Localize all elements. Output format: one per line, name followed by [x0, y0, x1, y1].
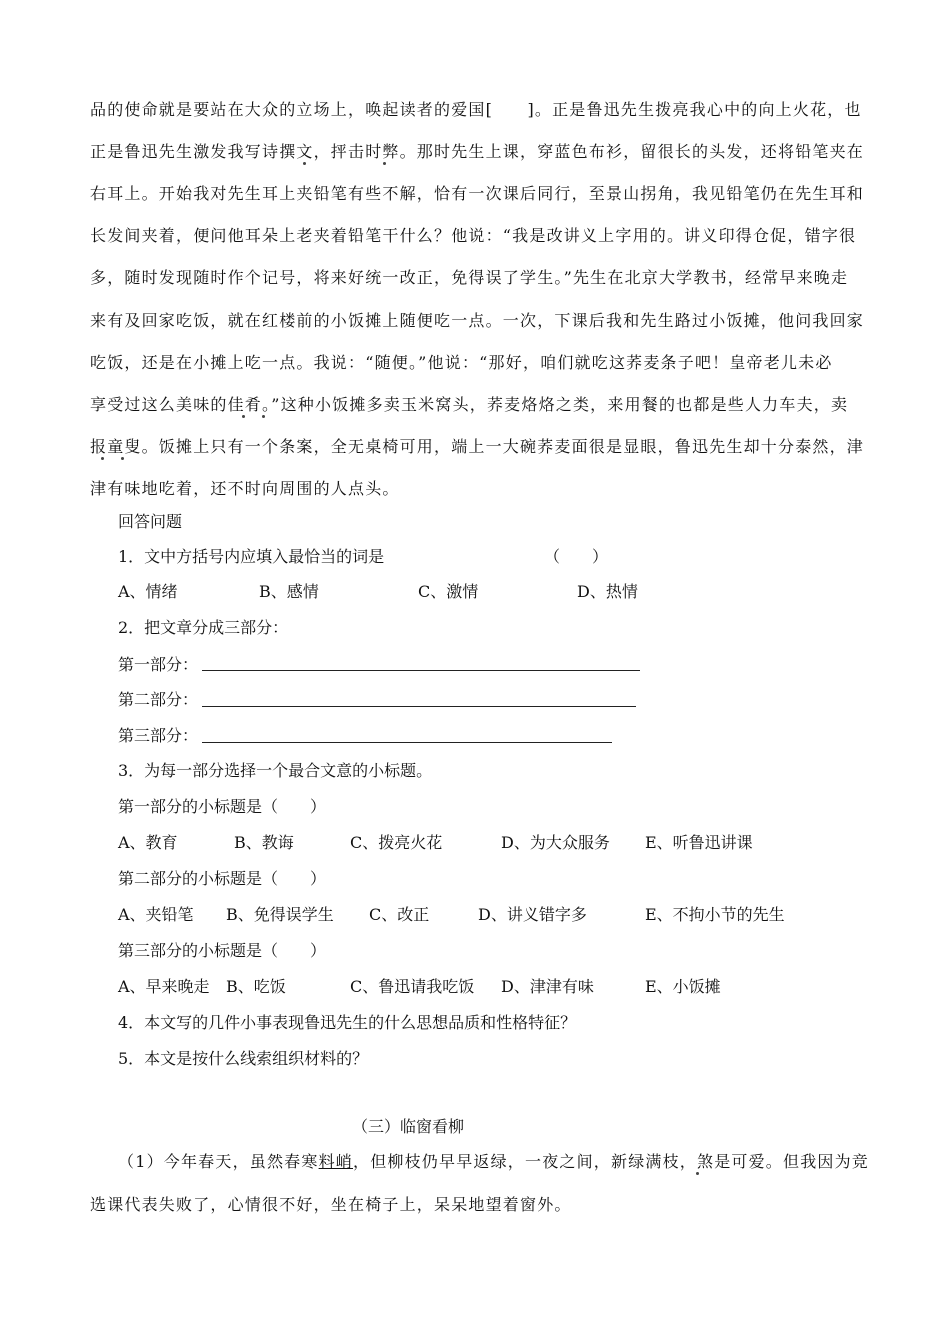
emphasis-dot	[101, 457, 104, 460]
passage-line: 品的使命就是要站在大众的立场上，唤起读者的爱国[ ]。正是鲁迅先生拨亮我心中的向上火花，也	[90, 100, 862, 119]
option: B、吃饭	[226, 977, 286, 996]
option: E、不拘小节的先生	[645, 905, 785, 924]
emphasis-dot	[383, 162, 386, 165]
subtitle-question: 第三部分的小标题是（ ）	[118, 941, 327, 960]
passage-line: 来有及回家吃饭，就在红楼前的小饭摊上随便吃一点。一次，下课后我和先生路过小饭摊，他问我回家	[90, 311, 865, 330]
option: B、免得误学生	[226, 905, 334, 924]
section-title: （三）临窗看柳	[352, 1117, 465, 1136]
question-5: 5．本文是按什么线索组织材料的？	[118, 1049, 369, 1068]
option: C、拨亮火花	[350, 833, 443, 852]
option: C、激情	[418, 582, 479, 601]
passage-line: 吃饭，还是在小摊上吃一点。我说：“随便。”他说：“那好，咱们就吃这荞麦条子吧！皇帝老儿未必	[90, 353, 833, 372]
option: B、感情	[259, 582, 319, 601]
option: A、情绪	[118, 582, 178, 601]
option: A、教育	[118, 833, 178, 852]
passage-line: 右耳上。开始我对先生耳上夹铅笔有些不解，恰有一次课后同行，至景山拐角，我见铅笔仍在先生耳和	[90, 184, 865, 203]
part-label: 第三部分：	[118, 726, 199, 745]
passage-line: 报童叟。饭摊上只有一个条案，全无桌椅可用，端上一大碗荞麦面很是显眼，鲁迅先生却十分泰然，津	[90, 437, 865, 456]
passage-line: 正是鲁迅先生激发我写诗撰文，抨击时弊。那时先生上课，穿蓝色布衫，留很长的头发，还将铅笔夹在	[90, 142, 865, 161]
passage-line: 享受过这么美味的佳肴。”这种小饭摊多卖玉米窝头，荞麦烙烙之类，来用餐的也都是些人力车夫，卖	[90, 395, 849, 414]
option: D、津津有味	[501, 977, 594, 996]
option: E、听鲁迅讲课	[645, 833, 753, 852]
question-3: 3．为每一部分选择一个最合文意的小标题。	[118, 761, 433, 780]
answer-heading: 回答问题	[118, 512, 183, 531]
subtitle-question: 第一部分的小标题是（ ）	[118, 797, 327, 816]
passage-line: 津有味地吃着，还不时向周围的人点头。	[90, 479, 400, 498]
emphasis-dot	[242, 415, 245, 418]
fill-blank-line[interactable]	[202, 706, 636, 707]
answer-parens: （ ）	[544, 547, 609, 566]
option: A、夹铅笔	[118, 905, 194, 924]
paragraph-text: （1）今年春天，虽然春寒	[118, 1152, 319, 1171]
part-label: 第一部分：	[118, 655, 199, 674]
part-label: 第二部分：	[118, 690, 199, 709]
option: E、小饭摊	[645, 977, 721, 996]
fill-blank-line[interactable]	[202, 670, 640, 671]
emphasis-dot	[121, 457, 124, 460]
fill-blank-line[interactable]	[202, 742, 612, 743]
question-4: 4．本文写的几件小事表现鲁迅先生的什么思想品质和性格特征？	[118, 1013, 577, 1032]
option: C、鲁迅请我吃饭	[350, 977, 475, 996]
passage-line: 长发间夹着，便问他耳朵上老夹着铅笔干什么？他说：“我是改讲义上字用的。讲义印得仓促，错字很	[90, 226, 857, 245]
emphasis-dot	[303, 162, 306, 165]
subtitle-question: 第二部分的小标题是（ ）	[118, 869, 327, 888]
option: D、为大众服务	[501, 833, 610, 852]
section-paragraph-line	[118, 1152, 878, 1172]
paragraph-text: ，但柳枝仍早早返绿，一夜之间，新绿满枝，煞是可爱。但我因为竞	[353, 1152, 870, 1171]
option: A、早来晚走	[118, 977, 210, 996]
option: C、改正	[369, 905, 430, 924]
question-1: 1．文中方括号内应填入最恰当的词是	[118, 547, 385, 566]
underlined-word: 料峭	[318, 1152, 353, 1171]
emphasis-dot	[262, 415, 265, 418]
option: B、教诲	[234, 833, 294, 852]
passage-line: 多，随时发现随时作个记号，将来好统一改正，免得误了学生。”先生在北京大学教书，经常早来晚走	[90, 268, 849, 287]
option: D、讲义错字多	[478, 905, 587, 924]
section-paragraph-line: 选课代表失败了，心情很不好，坐在椅子上，呆呆地望着窗外。	[90, 1195, 572, 1214]
option: D、热情	[577, 582, 638, 601]
emphasis-dot	[696, 1172, 699, 1175]
question-2: 2．把文章分成三部分：	[118, 618, 289, 637]
